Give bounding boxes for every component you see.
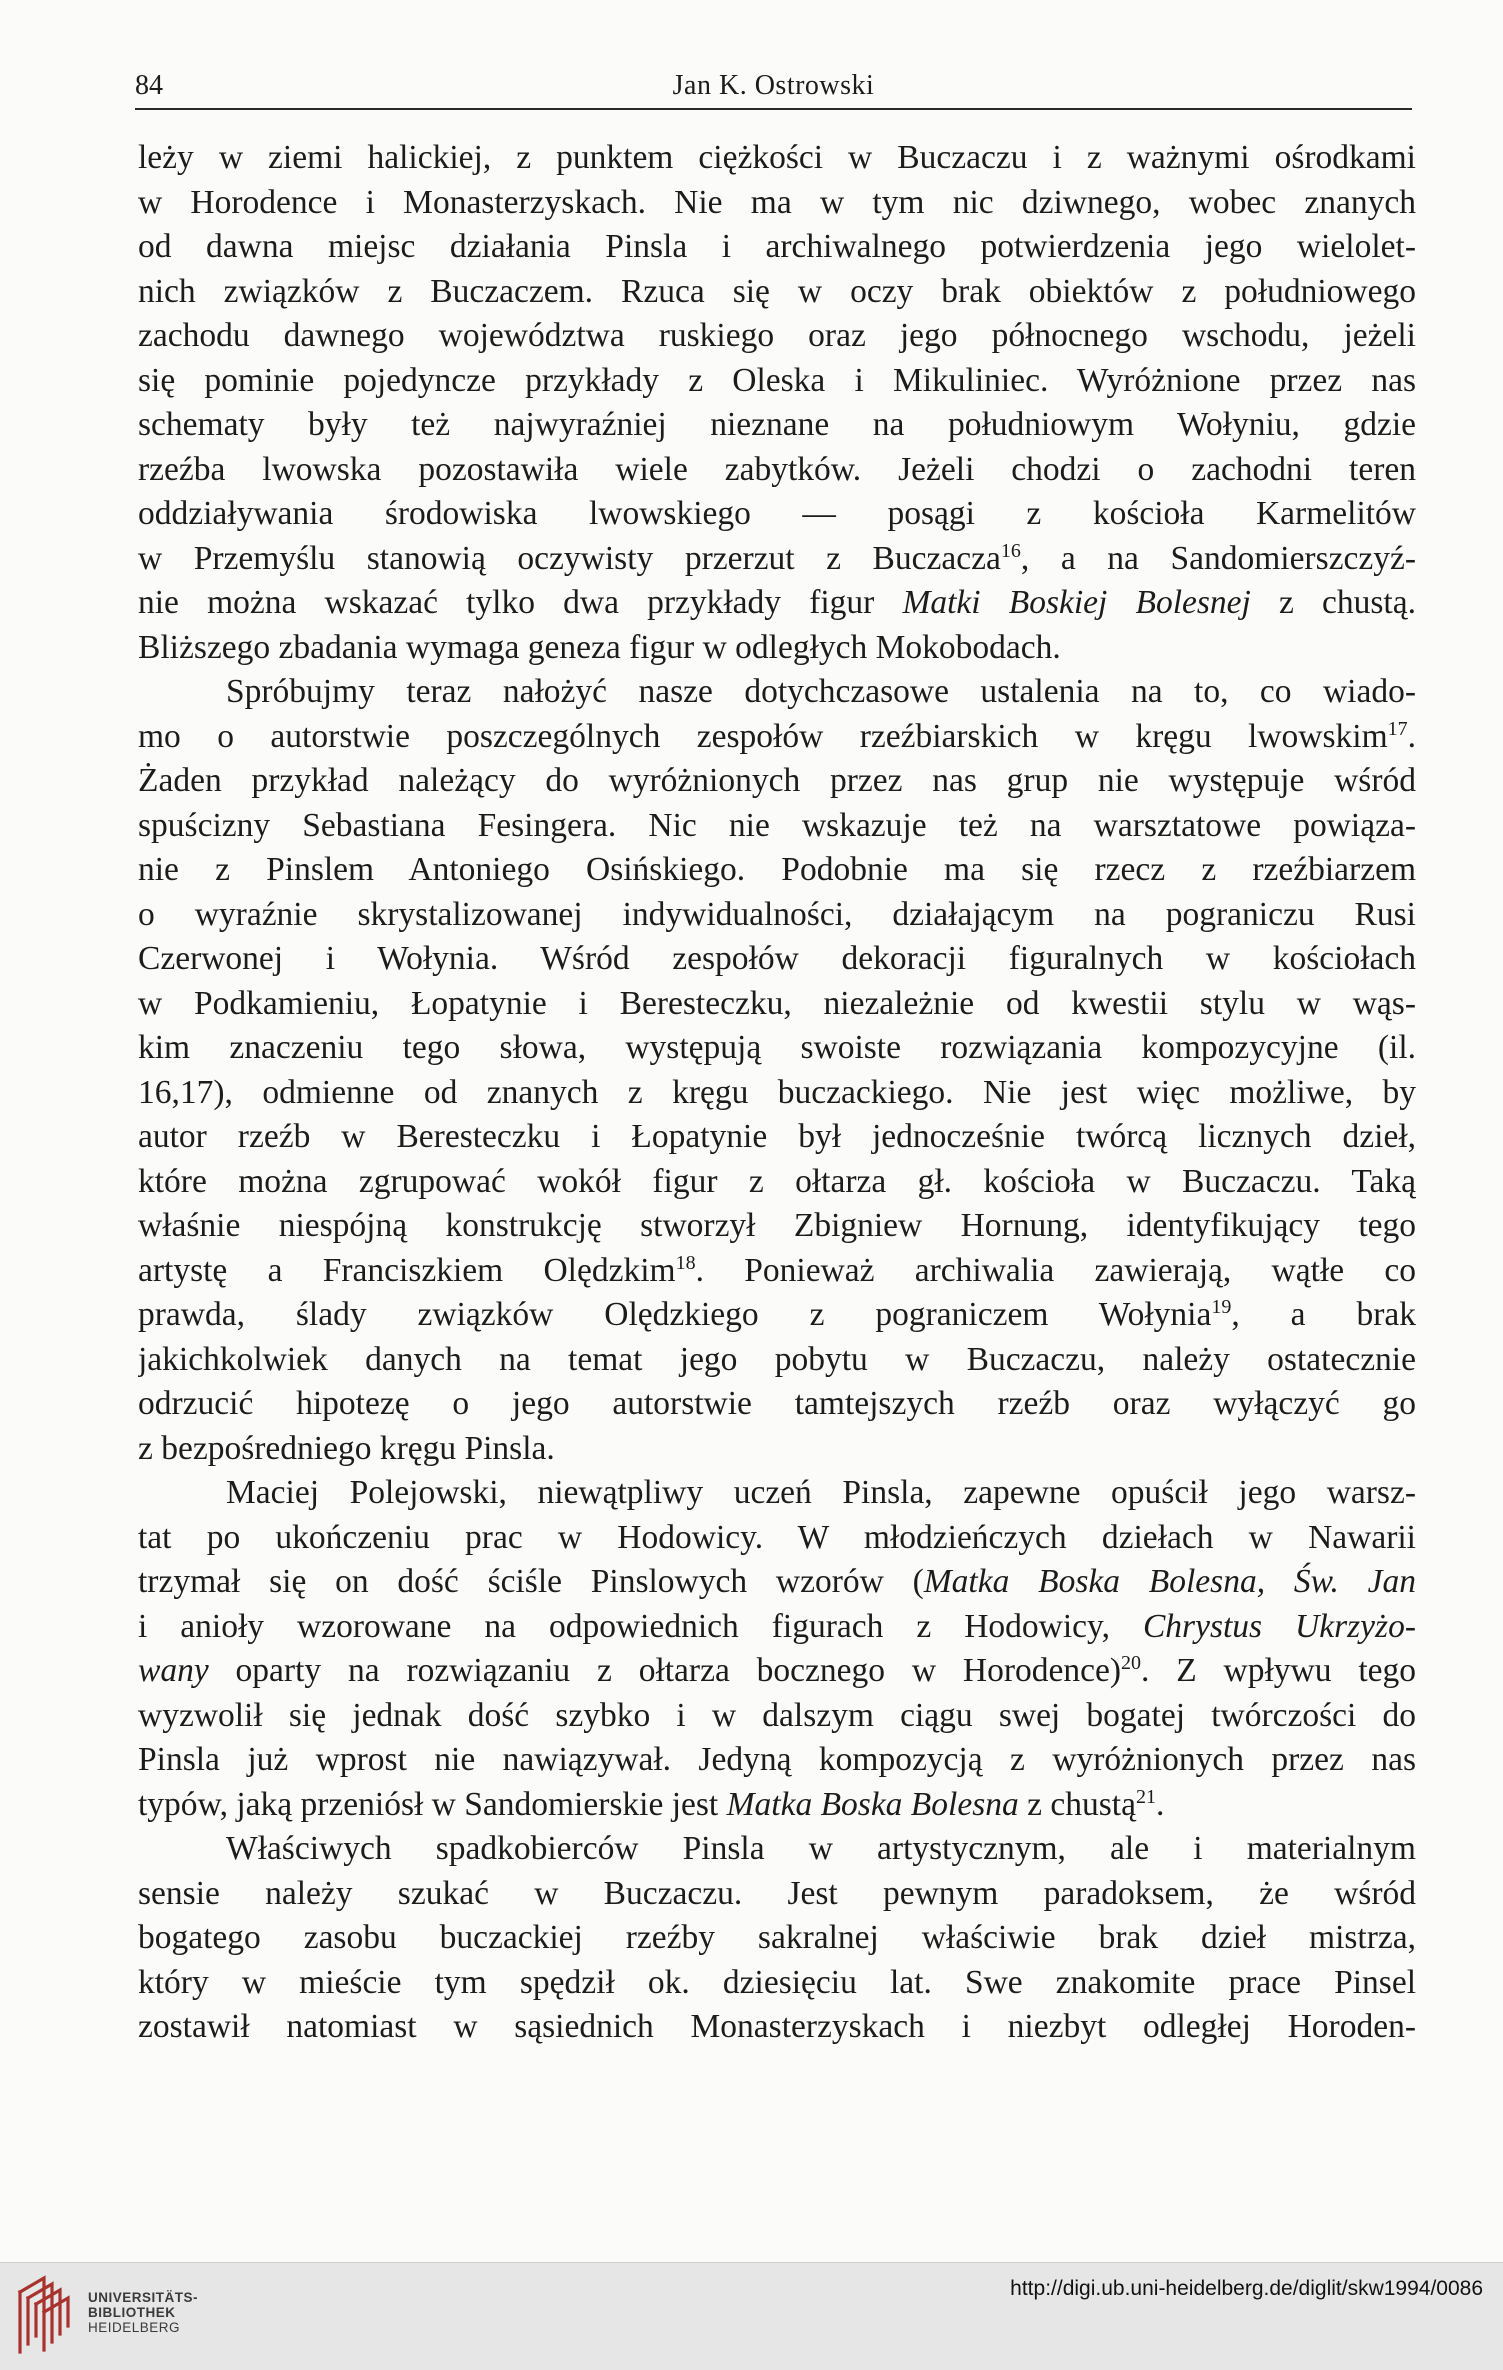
library-name-line: UNIVERSITÄTS- xyxy=(88,2290,199,2305)
text-line xyxy=(138,537,1416,582)
text-line xyxy=(138,759,1416,804)
text-line xyxy=(138,270,1416,315)
library-name-line: BIBLIOTHEK xyxy=(88,2305,176,2320)
text-segment: jakichkolwiek danych na temat jego pobytu w Buczaczu, należy ostatecznie xyxy=(138,1340,1416,1378)
text-line xyxy=(138,848,1416,893)
italic-title: wany xyxy=(138,1652,209,1689)
text-segment: leży w ziemi halickiej, z punktem ciężkości w Buczaczu i z ważnymi ośrodkami xyxy=(138,139,1416,176)
text-segment: Maciej Polejowski, niewątpliwy uczeń Pinsla, zapewne opuścił jego warsz- xyxy=(226,1474,1416,1511)
text-segment: w Horodence i Monasterzyskach. Nie ma w tym nic dziwnego, wobec znanych xyxy=(138,183,1416,221)
permalink-url[interactable]: http://digi.ub.uni-heidelberg.de/diglit/skw1994/0086 xyxy=(1010,2277,1483,2300)
text-segment: Właściwych spadkobierców Pinsla w artystycznym, ale i materialnym xyxy=(226,1830,1416,1867)
text-line xyxy=(138,448,1416,493)
text-line xyxy=(138,1249,1416,1294)
text-line xyxy=(138,804,1416,849)
text-segment: i anioły wzorowane na odpowiednich figurach z Hodowicy, xyxy=(138,1607,1143,1645)
text-segment: zostawił natomiast w sąsiednich Monasterzyskach i niezbyt odległej Horoden- xyxy=(138,2008,1416,2045)
italic-title: Matki Boskiej Bolesnej xyxy=(902,584,1251,621)
text-line xyxy=(138,1160,1416,1205)
text-line xyxy=(138,1338,1416,1383)
text-segment: który w mieście tym spędził ok. dziesięciu lat. Swe znakomite prace Pinsel xyxy=(138,1963,1416,2001)
text-segment: sensie należy szukać w Buczaczu. Jest pewnym paradoksem, że wśród xyxy=(138,1874,1416,1912)
text-segment: Bliższego zbadania wymaga geneza figur w odległych Mokobodach. xyxy=(138,628,1061,666)
text-line xyxy=(138,225,1416,270)
text-segment: . Ponieważ archiwalia zawierają, wątłe co xyxy=(695,1251,1416,1289)
text-line xyxy=(138,1026,1416,1071)
running-head: Jan K. Ostrowski xyxy=(672,70,875,101)
text-line xyxy=(138,1471,1416,1516)
text-segment: się pominie pojedyncze przykłady z Oleska i Mikuliniec. Wyróżnione przez nas xyxy=(138,361,1416,399)
text-line xyxy=(138,1827,1416,1872)
text-segment: w Podkamieniu, Łopatynie i Beresteczku, niezależnie od kwestii stylu w wąs- xyxy=(138,984,1416,1022)
text-line xyxy=(138,982,1416,1027)
text-line xyxy=(138,1738,1416,1783)
text-segment: które można zgrupować wokół figur z ołtarza gł. kościoła w Buczaczu. Taką xyxy=(138,1162,1416,1200)
text-line xyxy=(138,581,1416,626)
text-segment: rzeźba lwowska pozostawiła wiele zabytków. Jeżeli chodzi o zachodni teren xyxy=(138,450,1416,488)
footnote-ref: 20 xyxy=(1121,1652,1142,1674)
text-segment: Spróbujmy teraz nałożyć nasze dotychczasowe ustalenia na to, co wiado- xyxy=(226,673,1416,710)
text-line xyxy=(138,1293,1416,1338)
text-line xyxy=(138,670,1416,715)
footnote-ref: 21 xyxy=(1135,1785,1156,1808)
text-segment: trzymał się on dość ściśle Pinslowych wzorów ( xyxy=(138,1563,924,1600)
text-line xyxy=(138,1382,1416,1427)
text-line xyxy=(138,1071,1416,1116)
text-segment: , a na Sandomierszczyź- xyxy=(1020,539,1416,577)
text-line xyxy=(138,1649,1416,1694)
page-number: 84 xyxy=(135,70,163,101)
text-segment: oparty na rozwiązaniu z ołtarza bocznego w Horodence) xyxy=(208,1652,1122,1689)
library-name xyxy=(88,2290,198,2335)
text-segment: Czerwonej i Wołynia. Wśród zespołów dekoracji figuralnych w kościołach xyxy=(138,940,1416,977)
text-segment: prawda, ślady związków Olędzkiego z pograniczem Wołynia xyxy=(138,1296,1212,1333)
text-line xyxy=(138,1560,1416,1605)
text-segment: z chustą. xyxy=(1250,584,1416,621)
text-segment: o wyraźnie skrystalizowanej indywidualności, działającym na pograniczu Rusi xyxy=(138,895,1416,933)
text-segment: autor rzeźb w Beresteczku i Łopatynie był jednocześnie twórcą licznych dzieł, xyxy=(138,1118,1416,1155)
text-line xyxy=(138,2005,1416,2050)
text-segment: artystę a Franciszkiem Olędzkim xyxy=(138,1251,676,1289)
text-segment: zachodu dawnego województwa ruskiego oraz jego północnego wschodu, jeżeli xyxy=(138,317,1416,354)
text-segment: nich związków z Buczaczem. Rzuca się w oczy brak obiektów z południowego xyxy=(138,272,1416,310)
text-segment: spuścizny Sebastiana Fesingera. Nic nie wskazuje też na warsztatowe powiąza- xyxy=(138,806,1416,844)
text-segment: kim znaczeniu tego słowa, występują swoiste rozwiązania kompozycyjne (il. xyxy=(138,1029,1416,1066)
text-segment: odrzucić hipotezę o jego autorstwie tamtejszych rzeźb oraz wyłączyć go xyxy=(138,1385,1416,1422)
text-segment: od dawna miejsc działania Pinsla i archiwalnego potwierdzenia jego wielolet- xyxy=(138,228,1416,265)
text-segment: Pinsla już wprost nie nawiązywał. Jedyną kompozycją z wyróżnionych przez nas xyxy=(138,1741,1416,1778)
text-line xyxy=(138,1427,1416,1472)
text-segment: . xyxy=(1155,1785,1165,1823)
text-segment: wyzwolił się jednak dość szybko i w dalszym ciągu swej bogatej twórczości do xyxy=(138,1696,1416,1734)
text-segment: , a brak xyxy=(1231,1296,1416,1333)
body-text xyxy=(138,136,1416,2050)
text-segment: z chustą xyxy=(1018,1785,1136,1823)
text-line xyxy=(138,1204,1416,1249)
footnote-ref: 17 xyxy=(1387,717,1408,740)
text-line xyxy=(138,1783,1416,1828)
text-segment: nie z Pinslem Antoniego Osińskiego. Podobnie ma się rzecz z rzeźbiarzem xyxy=(138,851,1416,888)
italic-title: Matka Boska Bolesna xyxy=(726,1785,1019,1823)
text-line xyxy=(138,1961,1416,2006)
text-segment: właśnie niespójną konstrukcję stworzył Zbigniew Hornung, identyfikujący tego xyxy=(138,1207,1416,1244)
footnote-ref: 16 xyxy=(1000,539,1021,562)
text-segment: tat po ukończeniu prac w Hodowicy. W młodzieńczych dziełach w Nawarii xyxy=(138,1518,1416,1556)
text-segment: Żaden przykład należący do wyróżnionych przez nas grup nie występuje wśród xyxy=(138,762,1416,799)
text-segment: nie można wskazać tylko dwa przykłady figur xyxy=(138,584,903,621)
text-line xyxy=(138,626,1416,671)
text-segment: mo o autorstwie poszczególnych zespołów rzeźbiarskich w kręgu lwowskim xyxy=(138,717,1388,755)
text-segment: bogatego zasobu buczackiej rzeźby sakralnej właściwie brak dzieł mistrza, xyxy=(138,1919,1416,1956)
text-segment: schematy były też najwyraźniej nieznane na południowym Wołyniu, gdzie xyxy=(138,406,1416,443)
text-line xyxy=(138,181,1416,226)
footnote-ref: 18 xyxy=(675,1251,696,1274)
text-segment: z bezpośredniego kręgu Pinsla. xyxy=(138,1429,555,1467)
library-name-line: HEIDELBERG xyxy=(88,2320,181,2335)
text-segment: w Przemyślu stanowią oczywisty przerzut z Buczacza xyxy=(138,539,1001,577)
italic-title: Chrystus Ukrzyżo- xyxy=(1142,1607,1416,1645)
text-line xyxy=(138,1516,1416,1561)
text-line xyxy=(138,492,1416,537)
text-line xyxy=(138,136,1416,181)
text-line xyxy=(138,1872,1416,1917)
text-segment: . Z wpływu tego xyxy=(1141,1652,1416,1689)
text-line xyxy=(138,1115,1416,1160)
text-line xyxy=(138,314,1416,359)
text-segment: oddziaływania środowiska lwowskiego — posągi z kościoła Karmelitów xyxy=(138,495,1416,532)
text-segment: . xyxy=(1407,717,1416,755)
text-segment: typów, jaką przeniósł w Sandomierskie jest xyxy=(138,1785,727,1823)
italic-title: Matka Boska Bolesna, Św. Jan xyxy=(923,1563,1416,1600)
text-line xyxy=(138,937,1416,982)
text-line xyxy=(138,403,1416,448)
text-line xyxy=(138,715,1416,760)
text-line xyxy=(138,893,1416,938)
text-line xyxy=(138,359,1416,404)
text-line xyxy=(138,1694,1416,1739)
text-line xyxy=(138,1605,1416,1650)
page-header xyxy=(135,68,1412,110)
ub-heidelberg-logo-icon xyxy=(14,2272,80,2358)
footnote-ref: 19 xyxy=(1211,1296,1232,1318)
text-line xyxy=(138,1916,1416,1961)
text-segment: 16,17), odmienne od znanych z kręgu buczackiego. Nie jest więc możliwe, by xyxy=(138,1073,1416,1111)
